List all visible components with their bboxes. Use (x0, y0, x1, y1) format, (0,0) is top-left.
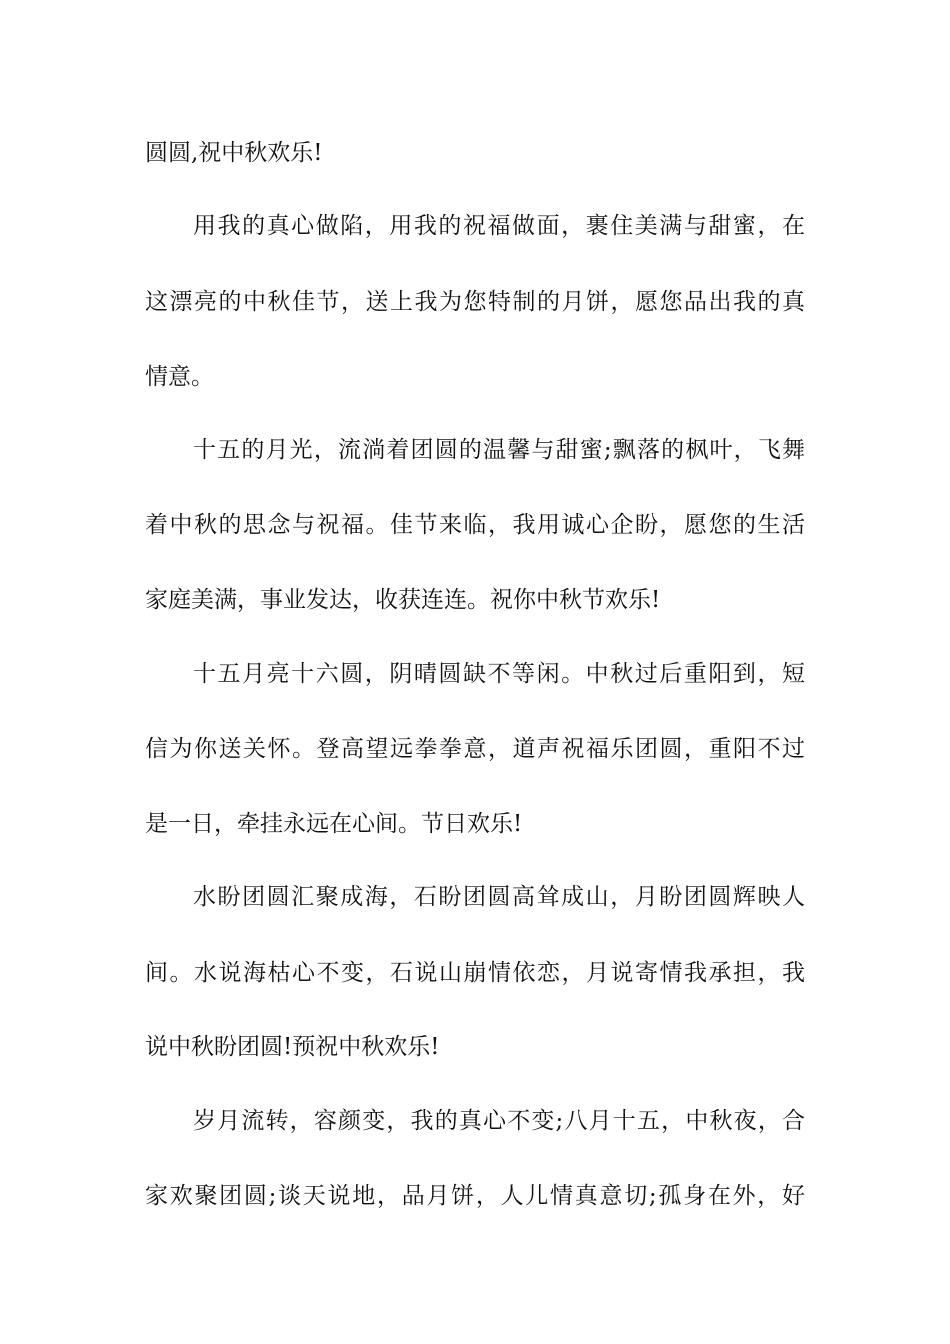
paragraph-first-line: 用我的真心做陷，用我的祝福做面，裹住美满与甜蜜，在 (193, 213, 805, 239)
paragraph-first-line: 岁月流转，容颜变，我的真心不变;八月十五，中秋夜，合 (193, 1108, 805, 1134)
text-line: 圆圆,祝中秋欢乐! (145, 140, 323, 166)
text-line: 说中秋盼团圆!预祝中秋欢乐! (145, 1034, 440, 1060)
text-line: 情意。 (145, 364, 214, 390)
text-line: 家庭美满，事业发达，收获连连。祝你中秋节欢乐! (145, 587, 661, 613)
text-line: 这漂亮的中秋佳节，送上我为您特制的月饼，愿您品出我的真 (145, 289, 805, 315)
text-line: 是一日，牵挂永远在心间。节日欢乐! (145, 811, 523, 837)
paragraph-first-line: 十五月亮十六圆，阴晴圆缺不等闲。中秋过后重阳到，短 (193, 661, 805, 687)
paragraph-first-line: 水盼团圆汇聚成海，石盼团圆高耸成山，月盼团圆辉映人 (193, 884, 805, 910)
paragraph-first-line: 十五的月光，流淌着团圆的温馨与甜蜜;飘落的枫叶，飞舞 (193, 437, 805, 463)
text-line: 信为你送关怀。登高望远拳拳意，道声祝福乐团圆，重阳不过 (145, 736, 805, 762)
text-line: 间。水说海枯心不变，石说山崩情依恋，月说寄情我承担，我 (145, 960, 805, 986)
text-line: 着中秋的思念与祝福。佳节来临，我用诚心企盼，愿您的生活 (145, 512, 805, 538)
text-line: 家欢聚团圆;谈天说地，品月饼，人儿情真意切;孤身在外，好 (145, 1183, 805, 1209)
